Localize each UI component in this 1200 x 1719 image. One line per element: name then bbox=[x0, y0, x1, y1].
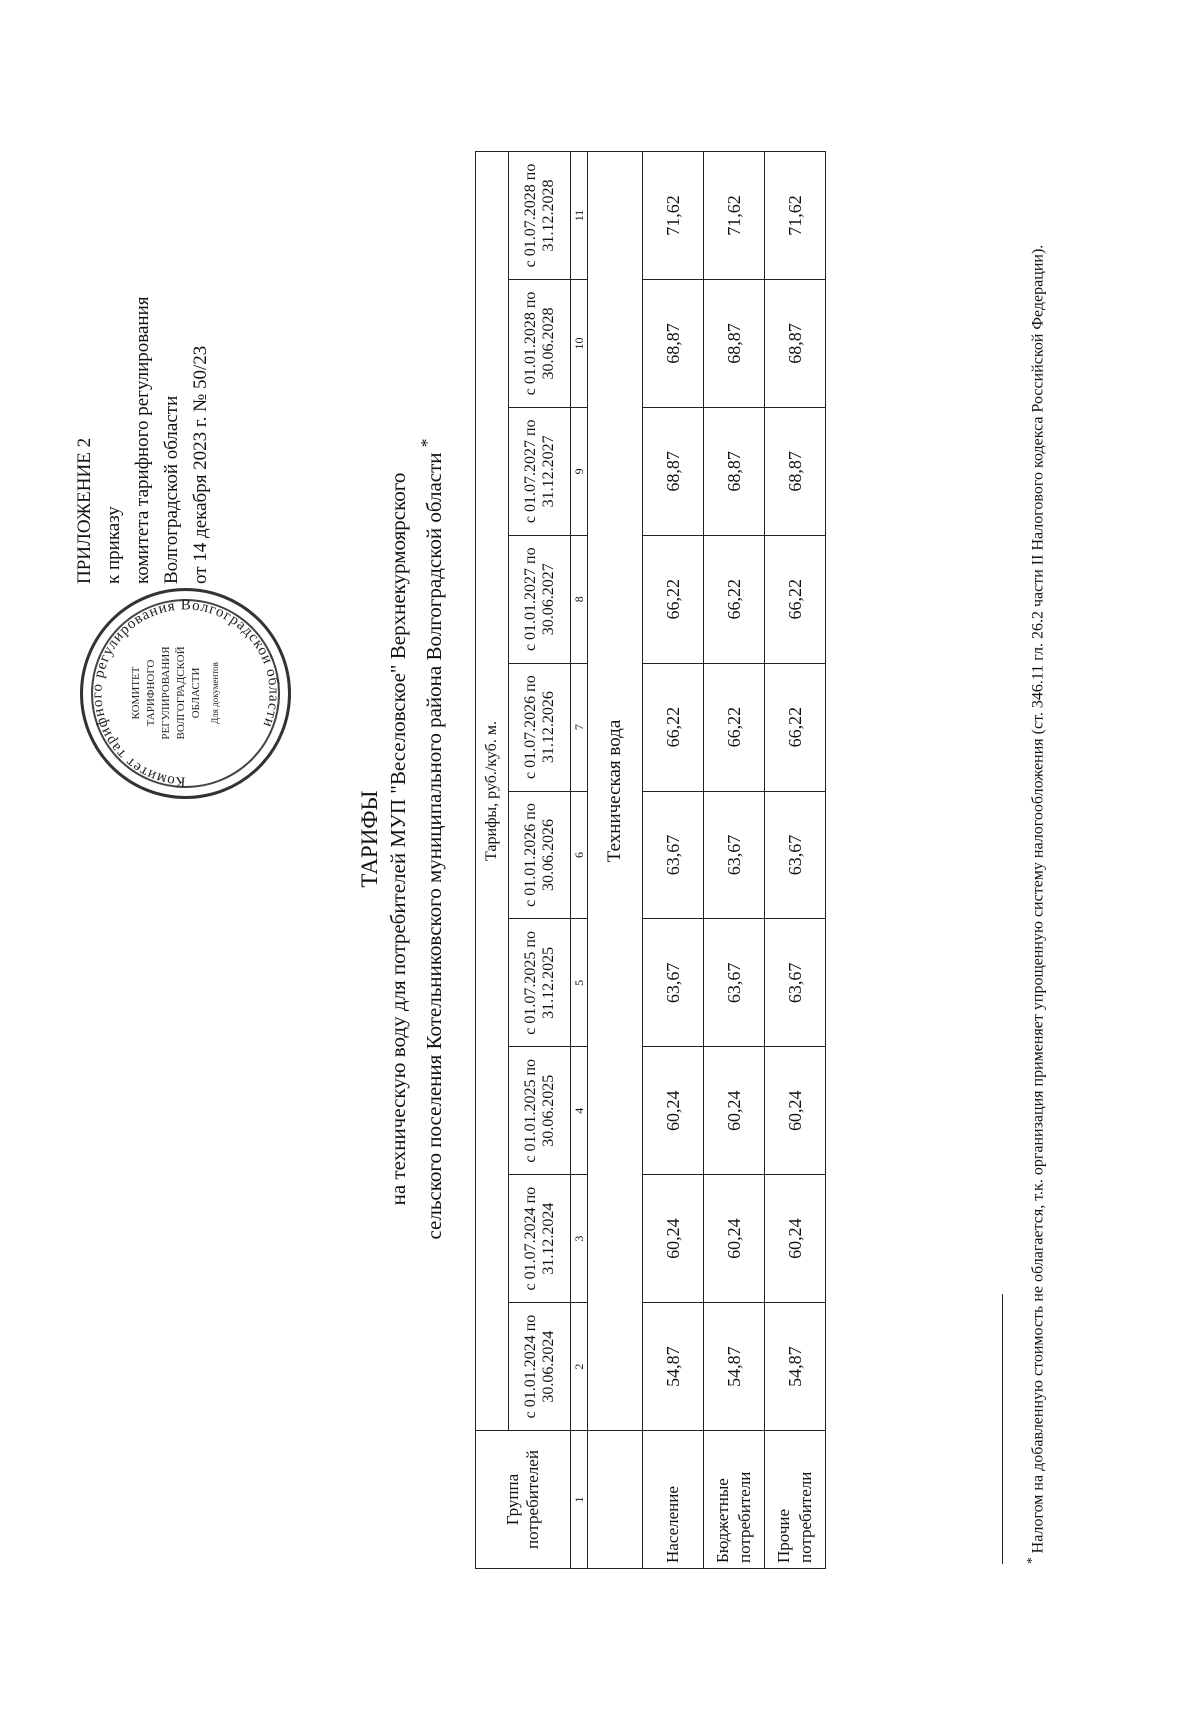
period-header-row bbox=[509, 152, 571, 1569]
column-number: 10 bbox=[571, 279, 588, 407]
footnote-divider bbox=[1002, 1294, 1003, 1564]
tariff-value: 68,87 bbox=[643, 279, 704, 407]
appendix-header bbox=[70, 64, 215, 584]
section-title: Техническая вода bbox=[588, 152, 643, 1431]
svg-text:Комитет тарифного регулировани: Комитет тарифного регулирования Волгоградской области bbox=[89, 597, 282, 790]
tariff-value: 68,87 bbox=[765, 407, 826, 535]
tariff-value: 60,24 bbox=[704, 1175, 765, 1303]
section-blank bbox=[588, 1431, 643, 1569]
seal-line: ТАРИФНОГО bbox=[145, 659, 157, 727]
tariff-value: 63,67 bbox=[765, 919, 826, 1047]
table-row bbox=[643, 152, 704, 1569]
tariff-value: 68,87 bbox=[765, 279, 826, 407]
consumer-group-label: Прочие потребители bbox=[765, 1431, 826, 1569]
column-number: 8 bbox=[571, 535, 588, 663]
period-header: с 01.01.2028 по 30.06.2028 bbox=[509, 279, 571, 407]
tariff-value: 63,67 bbox=[704, 919, 765, 1047]
period-header: с 01.01.2026 по 30.06.2026 bbox=[509, 791, 571, 919]
tariff-value: 66,22 bbox=[643, 663, 704, 791]
period-header: с 01.01.2027 по 30.06.2027 bbox=[509, 535, 571, 663]
tariff-value: 60,24 bbox=[765, 1047, 826, 1175]
period-header: с 01.01.2025 по 30.06.2025 bbox=[509, 1047, 571, 1175]
seal-line: ОБЛАСТИ bbox=[190, 667, 202, 719]
column-number: 2 bbox=[571, 1303, 588, 1431]
table-row bbox=[704, 152, 765, 1569]
section-row bbox=[588, 152, 643, 1569]
period-header: с 01.07.2027 по 31.12.2027 bbox=[509, 407, 571, 535]
column-number: 3 bbox=[571, 1175, 588, 1303]
tariff-value: 60,24 bbox=[765, 1175, 826, 1303]
period-header: с 01.07.2028 по 31.12.2028 bbox=[509, 152, 571, 280]
tariff-value: 63,67 bbox=[643, 791, 704, 919]
footnote-text: Налогом на добавленную стоимость не облагается, т.к. организация применяет упрощенную систему налогообложения (ст. 346.11 гл. 26.2 части II Налогового кодекса Российской Федерации). bbox=[1029, 244, 1047, 1554]
tariff-value: 54,87 bbox=[704, 1303, 765, 1431]
column-number: 11 bbox=[571, 152, 588, 280]
document-title bbox=[355, 189, 449, 1489]
tariff-value: 66,22 bbox=[765, 535, 826, 663]
footnote bbox=[1020, 244, 1050, 1564]
table-row bbox=[765, 152, 826, 1569]
tariff-value: 60,24 bbox=[704, 1047, 765, 1175]
footnote-mark: * bbox=[417, 438, 437, 448]
tariff-value: 66,22 bbox=[704, 663, 765, 791]
consumer-group-label: Население bbox=[643, 1431, 704, 1569]
period-header: с 01.07.2024 по 31.12.2024 bbox=[509, 1175, 571, 1303]
seal-line: РЕГУЛИРОВАНИЯ bbox=[160, 646, 172, 740]
consumer-group-label: Бюджетные потребители bbox=[704, 1431, 765, 1569]
tariff-value: 71,62 bbox=[765, 152, 826, 280]
column-number-row bbox=[571, 152, 588, 1569]
tariff-value: 68,87 bbox=[704, 407, 765, 535]
period-header: с 01.07.2026 по 31.12.2026 bbox=[509, 663, 571, 791]
tariffs-table bbox=[475, 151, 826, 1569]
seal-line: ВОЛГОГРАДСКОЙ bbox=[175, 646, 187, 740]
appendix-line-order: к приказу bbox=[103, 506, 124, 584]
period-header: с 01.01.2024 по 30.06.2024 bbox=[509, 1303, 571, 1431]
tariff-value: 60,24 bbox=[643, 1047, 704, 1175]
group-header: Группа потребителей bbox=[476, 1431, 571, 1569]
tariffs-header: Тарифы, руб./куб. м. bbox=[476, 152, 509, 1431]
seal-center-text bbox=[129, 618, 223, 768]
period-header: с 01.07.2025 по 31.12.2025 bbox=[509, 919, 571, 1047]
seal-line: Для документов bbox=[210, 662, 220, 724]
column-number: 1 bbox=[571, 1431, 588, 1569]
tariff-value: 63,67 bbox=[704, 791, 765, 919]
tariff-value: 60,24 bbox=[643, 1175, 704, 1303]
appendix-line-committee: комитета тарифного регулирования bbox=[132, 296, 153, 584]
title-main: ТАРИФЫ bbox=[357, 790, 382, 888]
tariff-value: 63,67 bbox=[765, 791, 826, 919]
column-number: 4 bbox=[571, 1047, 588, 1175]
tariff-value: 54,87 bbox=[643, 1303, 704, 1431]
appendix-line-date: от 14 декабря 2023 г. № 50/23 bbox=[190, 345, 211, 584]
appendix-line-region: Волгоградской области bbox=[161, 395, 182, 584]
tariff-value: 63,67 bbox=[643, 919, 704, 1047]
tariff-value: 66,22 bbox=[765, 663, 826, 791]
tariff-value: 66,22 bbox=[704, 535, 765, 663]
footnote-mark: * bbox=[1024, 1557, 1039, 1564]
tariff-value: 66,22 bbox=[643, 535, 704, 663]
title-line-2: на техническую воду для потребителей МУП "Веселовское" Верхнекурмоярского bbox=[386, 472, 410, 1206]
tariff-value: 71,62 bbox=[643, 152, 704, 280]
tariff-value: 71,62 bbox=[704, 152, 765, 280]
seal-line: КОМИТЕТ bbox=[130, 666, 142, 720]
title-line-3-text: сельского поселения Котельниковского муниципального района Волгоградской области bbox=[422, 452, 446, 1240]
appendix-title: ПРИЛОЖЕНИЕ 2 bbox=[74, 437, 95, 584]
column-number: 6 bbox=[571, 791, 588, 919]
column-number: 9 bbox=[571, 407, 588, 535]
official-seal bbox=[80, 588, 291, 799]
column-number: 5 bbox=[571, 919, 588, 1047]
title-line-3 bbox=[413, 189, 449, 1489]
tariff-value: 68,87 bbox=[643, 407, 704, 535]
tariff-value: 68,87 bbox=[704, 279, 765, 407]
column-number: 7 bbox=[571, 663, 588, 791]
tariff-value: 54,87 bbox=[765, 1303, 826, 1431]
